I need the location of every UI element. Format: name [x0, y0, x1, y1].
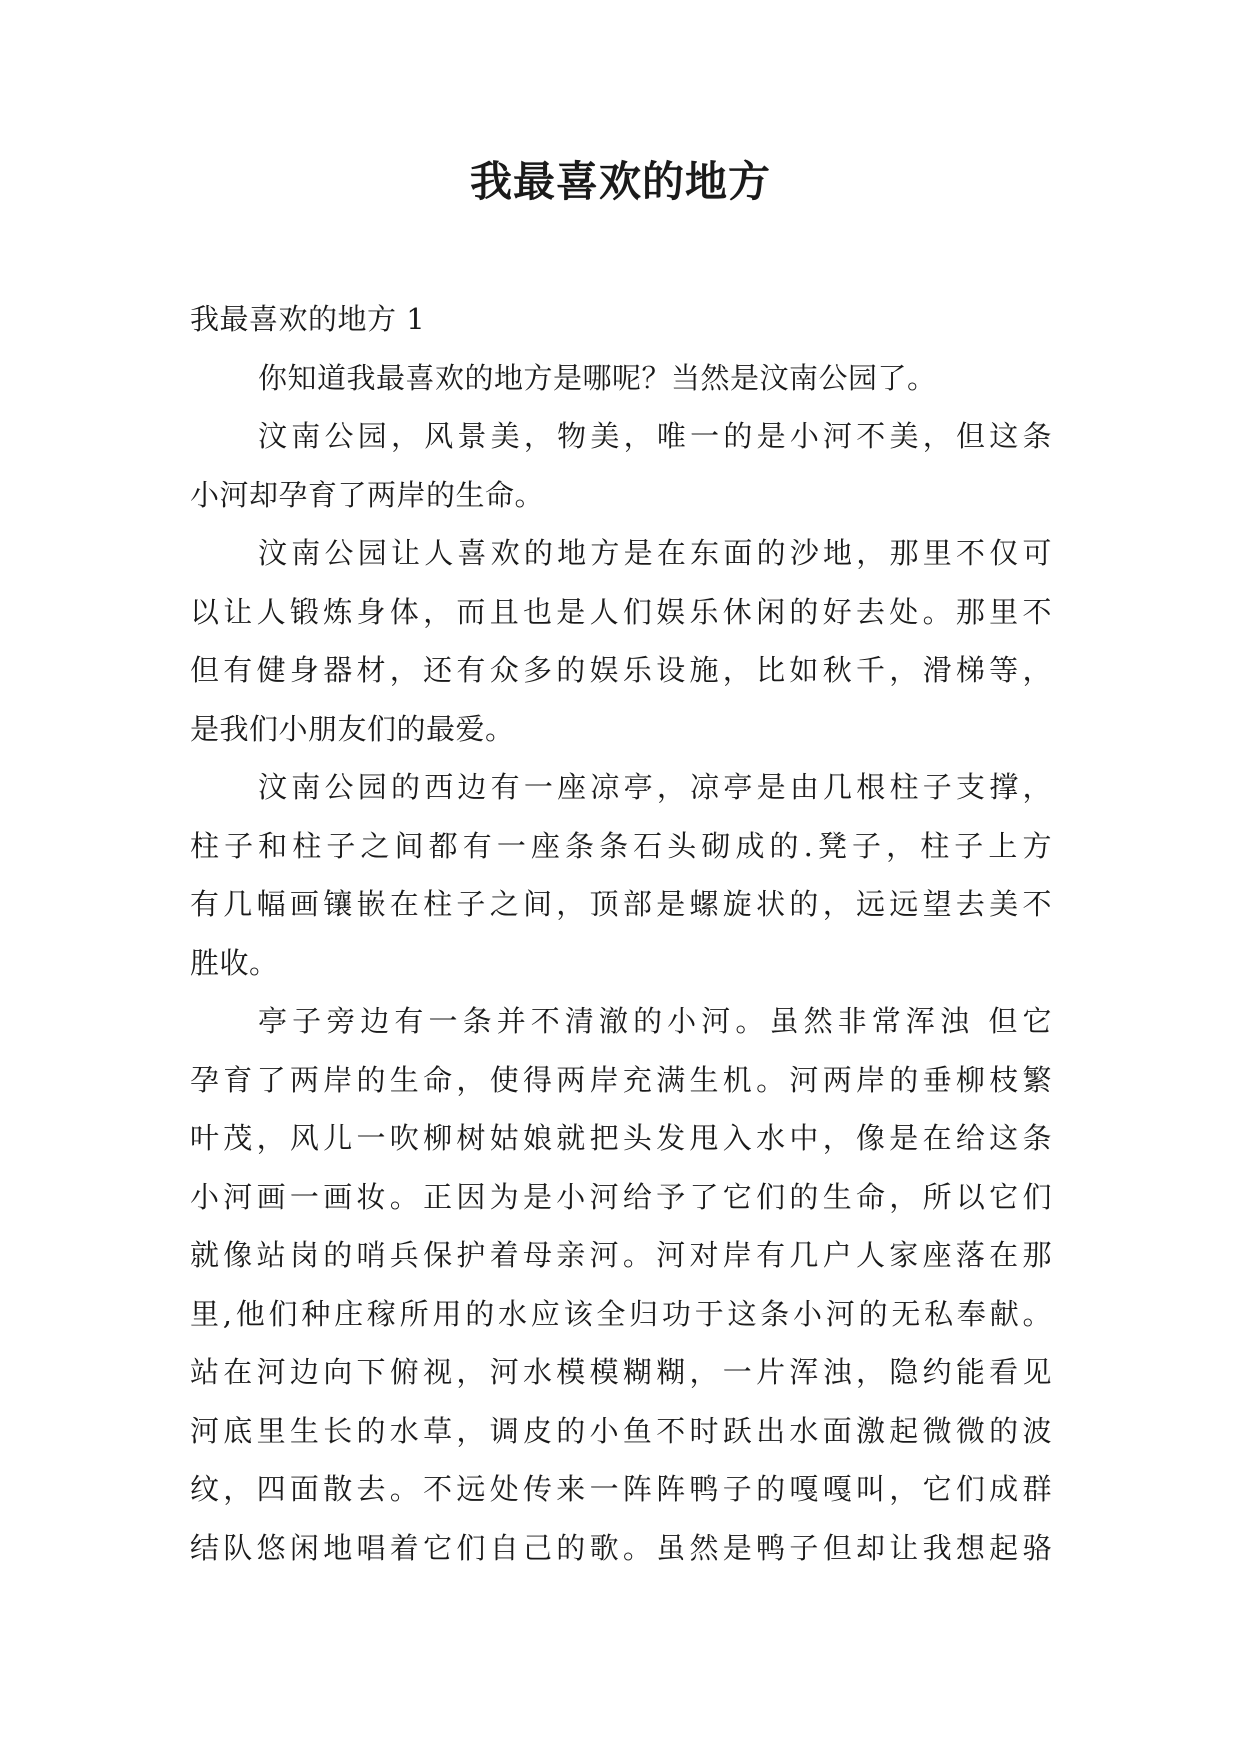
paragraph-line: 以让人锻炼身体，而且也是人们娱乐休闲的好去处。那里不 — [190, 594, 1052, 629]
paragraph-line: 小河却孕育了两岸的生命。 — [190, 477, 545, 512]
paragraph-line: 叶茂，风儿一吹柳树姑娘就把头发甩入水中，像是在给这条 — [190, 1121, 1052, 1155]
paragraph-line: 但有健身器材，还有众多的娱乐设施，比如秋千，滑梯等， — [190, 653, 1052, 687]
section-heading: 我最喜欢的地方 1 — [190, 302, 426, 336]
paragraph-line: 胜收。 — [190, 945, 279, 980]
paragraph-line: 小河画一画妆。正因为是小河给予了它们的生命，所以它们 — [190, 1179, 1052, 1214]
paragraph-line: 汶南公园让人喜欢的地方是在东面的沙地，那里不仅可 — [258, 536, 1052, 570]
document-body — [190, 290, 1052, 1577]
paragraph-line: 有几幅画镶嵌在柱子之间，顶部是螺旋状的，远远望去美不 — [190, 887, 1052, 921]
paragraph-line: 你知道我最喜欢的地方是哪呢？当然是汶南公园了。 — [258, 360, 937, 395]
paragraph-line: 纹，四面散去。不远处传来一阵阵鸭子的嘎嘎叫，它们成群 — [190, 1472, 1052, 1506]
paragraph-line: 柱子和柱子之间都有一座条条石头砌成的.凳子，柱子上方 — [190, 828, 1052, 863]
paragraph-line: 是我们小朋友们的最爱。 — [190, 711, 515, 746]
paragraph-line: 结队悠闲地唱着它们自己的歌。虽然是鸭子但却让我想起骆 — [190, 1530, 1052, 1565]
paragraph-line: 就像站岗的哨兵保护着母亲河。河对岸有几户人家座落在那 — [190, 1238, 1052, 1272]
paragraph-line: 亭子旁边有一条并不清澈的小河。虽然非常浑浊 但它 — [258, 1004, 1052, 1038]
paragraph-line: 孕育了两岸的生命，使得两岸充满生机。河两岸的垂柳枝繁 — [190, 1062, 1052, 1097]
paragraph-line: 汶南公园，风景美，物美，唯一的是小河不美，但这条 — [258, 419, 1052, 453]
paragraph-line: 里,他们种庄稼所用的水应该全归功于这条小河的无私奉献。 — [190, 1296, 1052, 1331]
paragraph-line: 汶南公园的西边有一座凉亭，凉亭是由几根柱子支撑， — [258, 770, 1052, 804]
document-title: 我最喜欢的地方 — [469, 157, 771, 206]
paragraph-line: 河底里生长的水草，调皮的小鱼不时跃出水面激起微微的波 — [190, 1413, 1052, 1448]
paragraph-line: 站在河边向下俯视，河水模模糊糊，一片浑浊，隐约能看见 — [190, 1355, 1052, 1389]
